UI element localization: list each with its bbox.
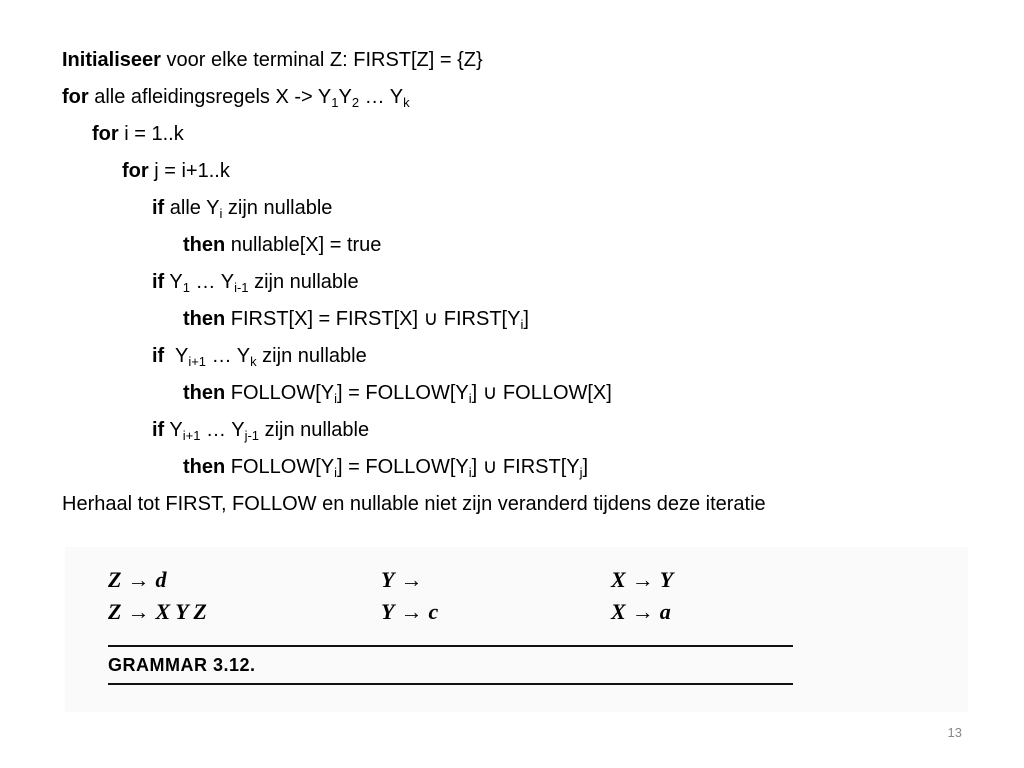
algo-text: nullable[X] = true (225, 234, 382, 256)
algo-line-if-prefix-nullable (62, 264, 766, 301)
arrow-icon: → (400, 599, 423, 624)
algo-line-then-nullable (62, 227, 766, 264)
subscript: i (520, 317, 524, 332)
keyword: then (183, 234, 226, 256)
algo-text: Y (164, 419, 183, 441)
algo-text: … Y (206, 345, 251, 367)
algo-text: ] ∪ FOLLOW[X] (471, 382, 612, 404)
production-lhs: X (611, 567, 626, 592)
algo-text: Herhaal tot FIRST, FOLLOW en nullable niet zijn veranderd tijdens deze iteratie (62, 493, 766, 515)
algo-text: i = 1..k (118, 123, 184, 145)
grammar-production (381, 599, 438, 625)
subscript: k (403, 95, 410, 110)
algo-text: zijn nullable (259, 419, 370, 441)
subscript: i (468, 391, 472, 406)
grammar-production (108, 567, 166, 593)
algo-text: zijn nullable (222, 197, 333, 219)
subscript: 1 (331, 95, 339, 110)
algo-line-for-rules (62, 79, 766, 116)
algo-text: alle afleidingsregels X -> Y (88, 86, 332, 108)
algo-text: alle Y (164, 197, 220, 219)
algo-text: ] (582, 456, 589, 478)
subscript: i+1 (188, 354, 207, 369)
algo-line-if-middle-nullable (62, 412, 766, 449)
grammar-row (108, 599, 793, 631)
grammar-production (611, 599, 671, 625)
algo-line-init (62, 42, 766, 79)
subscript: j (579, 465, 583, 480)
algo-line-for-j (62, 153, 766, 190)
subscript: i-1 (234, 280, 249, 295)
subscript: i (334, 465, 338, 480)
algo-line-then-follow-first (62, 449, 766, 486)
grammar-production (611, 567, 673, 593)
keyword: then (183, 456, 226, 478)
production-rhs: c (428, 599, 439, 624)
subscript: j-1 (244, 428, 260, 443)
production-lhs: X (611, 599, 626, 624)
algo-line-repeat (62, 486, 766, 523)
keyword: if (152, 419, 165, 441)
algo-text: zijn nullable (256, 345, 367, 367)
algo-text: … Y (359, 86, 404, 108)
subscript: i (334, 391, 338, 406)
keyword: Initialiseer (62, 49, 161, 71)
algo-text: voor elke terminal Z: FIRST[Z] = {Z} (160, 49, 483, 71)
arrow-icon: → (631, 567, 654, 592)
subscript: 2 (351, 95, 360, 110)
grammar-table (108, 567, 793, 675)
algo-text: FOLLOW[Y (225, 456, 335, 478)
grammar-figure (65, 547, 968, 712)
algo-text: zijn nullable (248, 271, 359, 293)
keyword: for (122, 160, 149, 182)
keyword: for (62, 86, 89, 108)
algo-text: … Y (200, 419, 245, 441)
arrow-icon: → (400, 567, 423, 592)
algo-text: Y (164, 345, 189, 367)
grammar-caption: GRAMMAR 3.12. (108, 655, 256, 675)
keyword: for (92, 123, 119, 145)
algo-text: ] = FOLLOW[Y (337, 382, 469, 404)
algo-text: FOLLOW[Y (225, 382, 335, 404)
production-rhs: Y (659, 567, 674, 592)
production-lhs: Z (108, 567, 122, 592)
production-lhs: Z (108, 599, 122, 624)
algo-line-then-follow-x (62, 375, 766, 412)
grammar-production (381, 567, 428, 593)
subscript: 1 (182, 280, 190, 295)
production-lhs: Y (381, 599, 395, 624)
keyword: if (152, 271, 165, 293)
algo-text: ] = FOLLOW[Y (337, 456, 469, 478)
subscript: k (250, 354, 257, 369)
production-lhs: Y (381, 567, 395, 592)
algo-line-if-all-nullable (62, 190, 766, 227)
subscript: i (468, 465, 472, 480)
algo-text: ] (523, 308, 529, 330)
page-number: 13 (947, 725, 962, 740)
subscript: i+1 (182, 428, 201, 443)
algo-text: FIRST[X] = FIRST[X] ∪ FIRST[Y (225, 308, 521, 330)
algo-text: j = i+1..k (148, 160, 230, 182)
keyword: if (152, 345, 165, 367)
algo-text: ] ∪ FIRST[Y (471, 456, 580, 478)
algo-line-if-suffix-nullable (62, 338, 766, 375)
arrow-icon: → (127, 567, 150, 592)
grammar-production (108, 599, 207, 625)
arrow-icon: → (127, 599, 150, 624)
algo-text: … Y (190, 271, 235, 293)
grammar-row (108, 567, 793, 599)
production-rhs: d (155, 567, 167, 592)
algo-text: Y (164, 271, 183, 293)
production-rhs: a (659, 599, 671, 624)
keyword: if (152, 197, 165, 219)
divider-line (108, 683, 793, 685)
arrow-icon: → (631, 599, 654, 624)
keyword: then (183, 382, 226, 404)
algorithm-block (62, 42, 766, 523)
subscript: i (219, 206, 223, 221)
algo-text: Y (338, 86, 352, 108)
algo-line-for-i (62, 116, 766, 153)
algo-line-then-first (62, 301, 766, 338)
keyword: then (183, 308, 226, 330)
production-rhs: X Y Z (155, 599, 207, 624)
divider-line (108, 645, 793, 647)
